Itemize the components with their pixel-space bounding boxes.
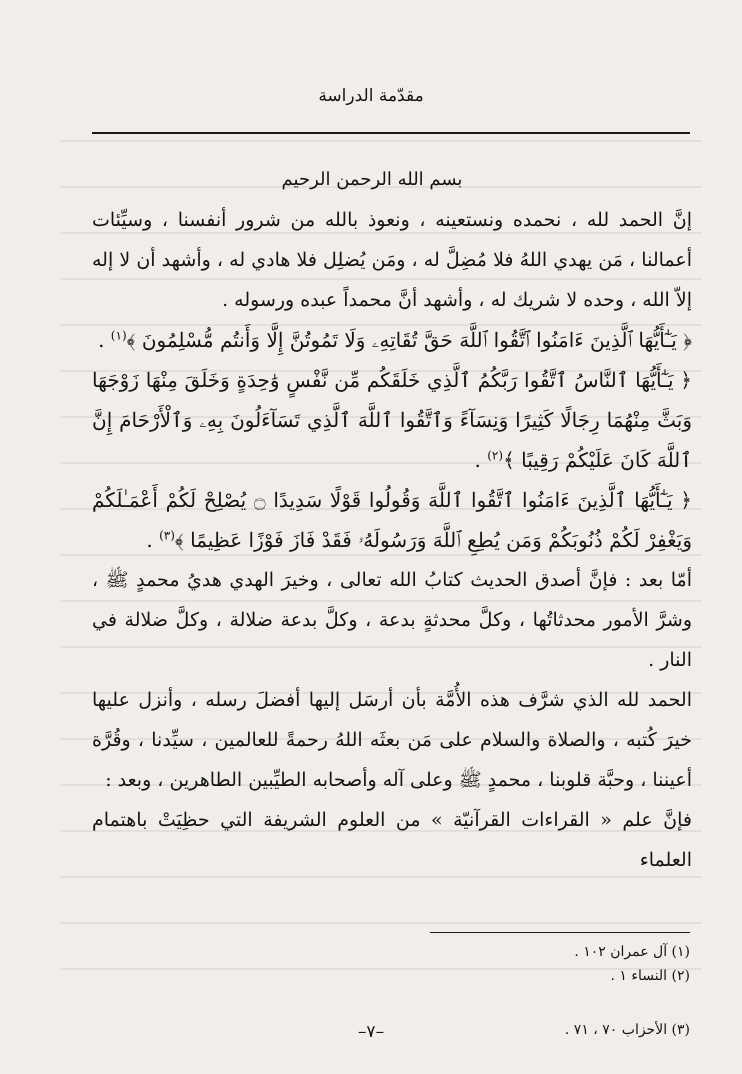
- basmala: بسم الله الرحمن الرحيم: [281, 169, 463, 190]
- page-number: –٧–: [357, 1022, 385, 1042]
- verse-3-text: ﴿ يَـٰٓأَيُّهَا ٱلَّذِينَ ءَامَنُوا ٱتَّقُوا ٱللَّهَ وَقُولُوا قَوْلًا سَدِيدًا ۝ يُصْلِحْ لَكُمْ أَعْمَـٰلَكُمْ وَيَغْفِرْ لَكُمْ ذُنُوبَكُمْ وَمَن يُطِعِ ٱللَّهَ وَرَسُولَهُۥ فَقَدْ فَازَ فَوْزًا عَظِيمًا ﴾: [92, 488, 692, 552]
- header-rule: [92, 132, 690, 134]
- verse-1-text: ﴿ يَـٰٓأَيُّهَا ٱلَّذِينَ ءَامَنُوا ٱتَّقُوا ٱللَّهَ حَقَّ تُقَاتِهِۦ وَلَا تَمُوتُنَّ إِلَّا وَأَنتُم مُّسْلِمُونَ ﴾: [126, 328, 692, 352]
- running-header: مقدّمة الدراسة: [318, 86, 424, 106]
- footnote-1: (١) آل عمران ١٠٢ .: [574, 944, 690, 960]
- quran-verse-1: ﴿ يَـٰٓأَيُّهَا ٱلَّذِينَ ءَامَنُوا ٱتَّقُوا ٱللَّهَ حَقَّ تُقَاتِهِۦ وَلَا تَمُوتُنَّ إِلَّا وَأَنتُم مُّسْلِمُونَ ﴾$^{(١)}$ .: [98, 328, 692, 352]
- paragraph-amma-bad: أمّا بعد : فإنَّ أصدق الحديث كتابُ الله تعالى ، وخيرَ الهدي هديُ محمدٍ ﷺ ، وشرَّ الأمور محدثاتُها ، وكلَّ محدثةٍ بدعة ، وكلَّ بدعة ضلالة ، وكلَّ ضلالة في النار .: [92, 569, 692, 671]
- paragraph-hamd: الحمد لله الذي شرَّف هذه الأُمَّة بأن أرسَل إليها أفضلَ رسله ، وأنزل عليها خيرَ كُتبه ، والصلاة والسلام على مَن بعثَه اللهُ رحمةً للعالمين ، سيِّدنا ، وقُرَّة أعيننا ، وحبَّة قلوبنا ، محمدٍ ﷺ وعلى آله وأصحابه الطيِّبين الطاهرين ، وبعد :: [92, 689, 692, 791]
- body-text: [92, 160, 692, 880]
- footnotes: [380, 940, 690, 988]
- footnote-ref-1: (١): [110, 328, 127, 343]
- quran-verse-3: ﴿ يَـٰٓأَيُّهَا ٱلَّذِينَ ءَامَنُوا ٱتَّقُوا ٱللَّهَ وَقُولُوا قَوْلًا سَدِيدًا ۝ يُصْلِحْ لَكُمْ أَعْمَـٰلَكُمْ وَيَغْفِرْ لَكُمْ ذُنُوبَكُمْ وَمَن يُطِعِ ٱللَّهَ وَرَسُولَهُۥ فَقَدْ فَازَ فَوْزًا عَظِيمًا ﴾$^{(٣)}$ .: [92, 488, 692, 552]
- paragraph-opening: إنَّ الحمد لله ، نحمده ونستعينه ، ونعوذ بالله من شرور أنفسنا ، وسيِّئات أعمالنا ، مَن يهدي اللهُ فلا مُضِلَّ له ، ومَن يُضلِل فلا هادي له ، وأشهد أن لا إله إلاّ الله ، وحده لا شريك له ، وأشهد أنَّ محمداً عبده ورسوله .: [92, 209, 692, 311]
- quran-verse-2: ﴿ يَـٰٓأَيُّهَا ٱلنَّاسُ ٱتَّقُوا رَبَّكُمُ ٱلَّذِي خَلَقَكُم مِّن نَّفْسٍ وَٰحِدَةٍ وَخَلَقَ مِنْهَا زَوْجَهَا وَبَثَّ مِنْهُمَا رِجَالًا كَثِيرًا وَنِسَآءً وَٱتَّقُوا ٱللَّهَ ٱلَّذِي تَسَآءَلُونَ بِهِۦ وَٱلْأَرْحَامَ إِنَّ ٱللَّهَ كَانَ عَلَيْكُمْ رَقِيبًا ﴾$^{(٢)}$ .: [92, 368, 692, 472]
- footnote-2: (٢) النساء ١ .: [610, 968, 690, 984]
- footnote-ref-2: (٢): [487, 448, 504, 463]
- footnote-3: (٣) الأحزاب ٧٠ ، ٧١ .: [564, 1022, 690, 1038]
- paragraph-qiraat: فإنَّ علم « القراءات القرآنيّة » من العلوم الشريفة التي حظِيَتْ باهتمام العلماء: [92, 809, 692, 871]
- footnote-rule: [430, 932, 690, 933]
- footnote-ref-3: (٣): [159, 528, 175, 543]
- verse-2-text: ﴿ يَـٰٓأَيُّهَا ٱلنَّاسُ ٱتَّقُوا رَبَّكُمُ ٱلَّذِي خَلَقَكُم مِّن نَّفْسٍ وَٰحِدَةٍ وَخَلَقَ مِنْهَا زَوْجَهَا وَبَثَّ مِنْهُمَا رِجَالًا كَثِيرًا وَنِسَآءً وَٱتَّقُوا ٱللَّهَ ٱلَّذِي تَسَآءَلُونَ بِهِۦ وَٱلْأَرْحَامَ إِنَّ ٱللَّهَ كَانَ عَلَيْكُمْ رَقِيبًا ﴾: [92, 368, 692, 472]
